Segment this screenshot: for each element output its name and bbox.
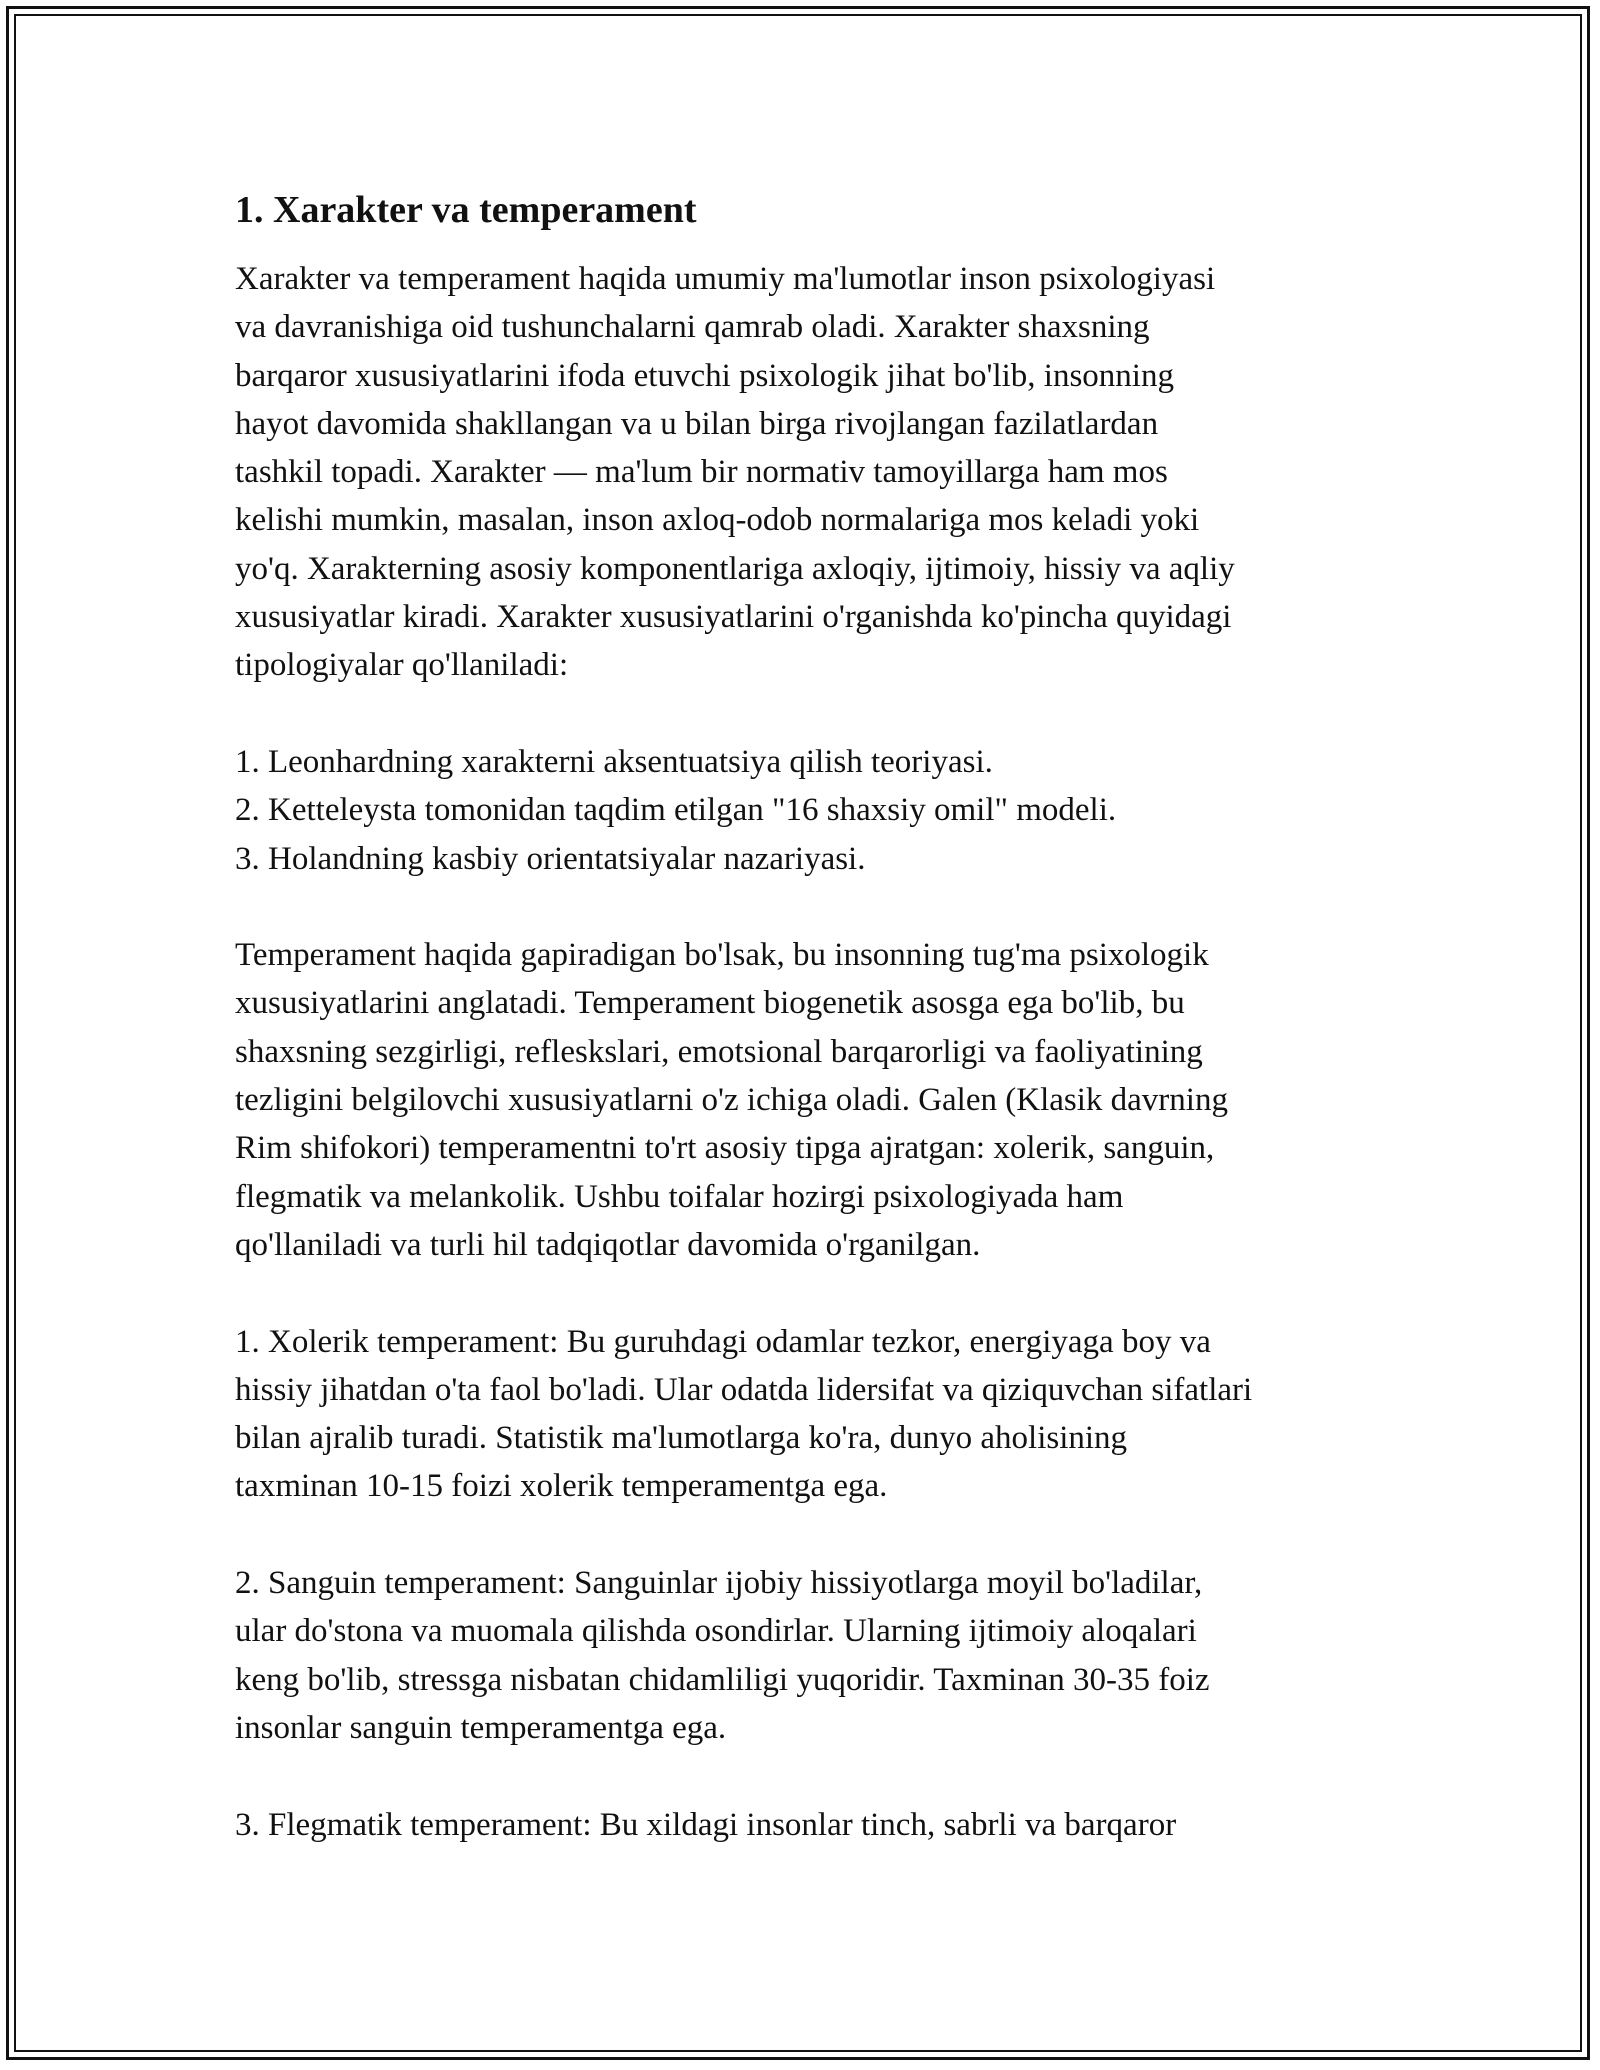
sanguine-paragraph: 2. Sanguin temperament: Sanguinlar ijobiy hissiyotlarga moyil bo'ladilar, ular do'stona va muomala qilishda osondirlar. Ularning ijtimoiy aloqalari keng bo'lib, stressga nisbatan chidamliligi yuqoridir. Taxminan 30-35 foiz insonlar sanguin temperamentga ega. — [235, 1565, 1210, 1746]
paragraph-spacer — [235, 883, 1395, 931]
intro-paragraph: Xarakter va temperament haqida umumiy ma'lumotlar inson psixologiyasi va davranishiga oid tushunchalarni qamrab oladi. Xarakter shaxsning barqaror xususiyatlarini ifoda etuvchi psixologik jihat bo'lib, insonning hayot davomida shakllangan va u bilan birga rivojlangan fazilatlardan tashkil topadi. Xarakter — ma'lum bir normativ tamoyillarga ham mos kelishi mumkin, masalan, inson axloq-odob normalariga mos keladi yoki yo'q. Xarakterning asosiy komponentlariga axloqiy, ijtimoiy, hissiy va aqliy xususiyatlar kiradi. Xarakter xususiyatlarini o'rganishda ko'pincha quyidagi tipologiyalar qo'llaniladi: — [235, 261, 1235, 684]
typology-list — [235, 738, 1395, 883]
temperament-paragraph: Temperament haqida gapiradigan bo'lsak, bu insonning tug'ma psixologik xususiyatlarini anglatadi. Temperament biogenetik asosga ega bo'lib, bu shaxsning sezgirligi, refleskslari, emotsional barqarorligi va faoliyatining tezligini belgilovchi xususiyatlarni o'z ichiga oladi. Galen (Klasik davrning Rim shifokori) temperamentni to'rt asosiy tipga ajratgan: xolerik, sanguin, flegmatik va melankolik. Ushbu toifalar hozirgi psixologiyada ham qo'llaniladi va turli hil tadqiqotlar davomida o'rganilgan. — [235, 937, 1228, 1263]
typology-item-3: 3. Holandning kasbiy orientatsiyalar nazariyasi. — [235, 840, 866, 877]
typology-item-2: 2. Ketteleysta tomonidan taqdim etilgan "16 shaxsiy omil" modeli. — [235, 792, 1117, 829]
paragraph-spacer — [235, 1752, 1395, 1800]
phlegmatic-paragraph: 3. Flegmatik temperament: Bu xildagi insonlar tinch, sabrli va barqaror — [235, 1806, 1177, 1843]
document-body — [235, 185, 1395, 1849]
section-heading: 1. Xarakter va temperament — [235, 189, 697, 231]
typology-item-1: 1. Leonhardning xarakterni aksentuatsiya qilish teoriyasi. — [235, 743, 993, 780]
paragraph-spacer — [235, 1511, 1395, 1559]
paragraph-spacer — [235, 1269, 1395, 1317]
paragraph-spacer — [235, 690, 1395, 738]
choleric-paragraph: 1. Xolerik temperament: Bu guruhdagi odamlar tezkor, energiyaga boy va hissiy jihatdan o'ta faol bo'ladi. Ular odatda lidersifat va qiziquvchan sifatlari bilan ajralib turadi. Statistik ma'lumotlarga ko'ra, dunyo aholisining taxminan 10-15 foizi xolerik temperamentga ega. — [235, 1323, 1253, 1505]
